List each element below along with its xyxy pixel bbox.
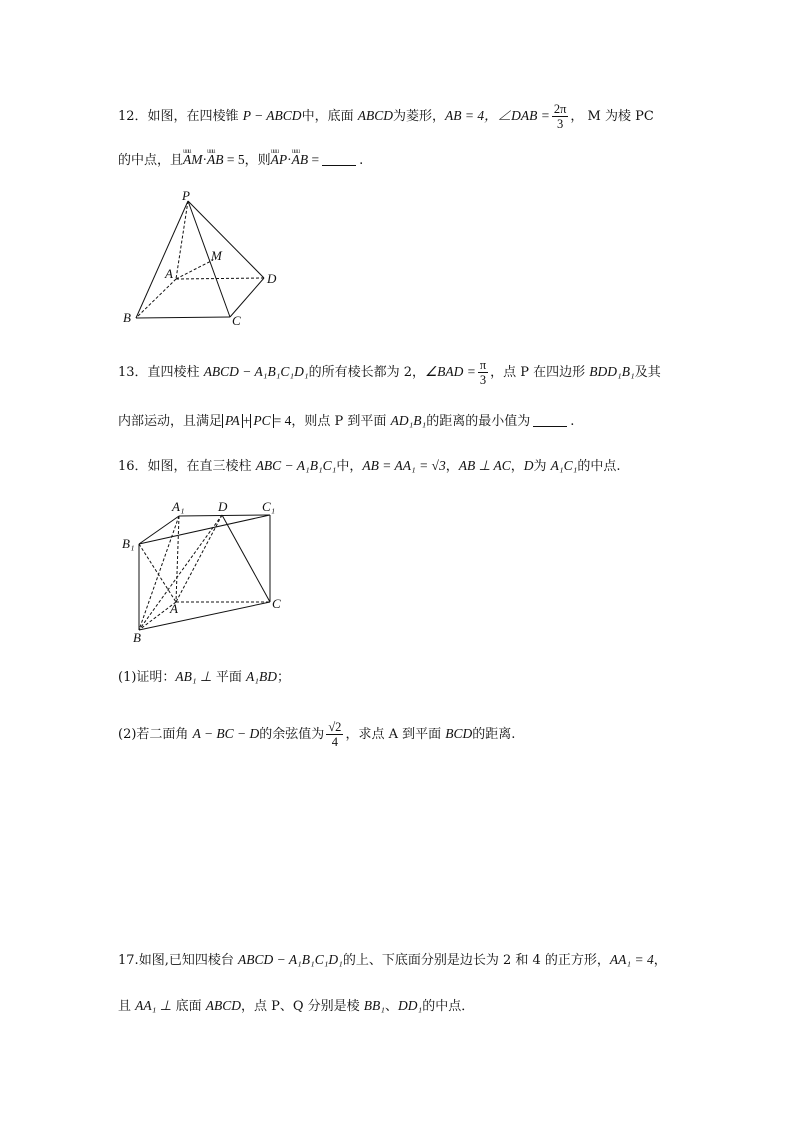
- label-d: D: [218, 499, 228, 514]
- plus-sign: +: [242, 413, 251, 428]
- edge-cd: [230, 278, 264, 317]
- q16-text: 的余弦值为: [259, 727, 325, 742]
- q17-text: ，点 P、Q 分别是棱: [240, 999, 364, 1014]
- q12-text: 为菱形，: [392, 109, 445, 124]
- q17-text: 底面: [171, 999, 206, 1014]
- q16-text: ，求点 A 到平面: [345, 727, 446, 742]
- vector-ab: uuu AB: [292, 150, 309, 170]
- q17-number: 17.: [118, 953, 139, 968]
- q16-text: 的中点.: [577, 459, 621, 474]
- q12-line1: [118, 102, 654, 131]
- fraction-numerator: √2: [328, 720, 342, 734]
- label-m: M: [211, 248, 222, 263]
- q16-part2: [118, 720, 515, 749]
- q17-base: ABCD: [205, 998, 241, 1013]
- q13-plane: AD₁B₁: [390, 413, 427, 428]
- q13-text: ，点 P 在四边形: [490, 365, 590, 380]
- q12-eq: =: [311, 152, 320, 167]
- q12-text: ， M 为棱 PC: [570, 109, 654, 124]
- label-b: B: [123, 310, 131, 325]
- label-a: A: [165, 266, 173, 281]
- q12-text: 中，底面: [301, 109, 358, 124]
- edge-pa-hidden: [176, 201, 188, 279]
- q16-cond1: AB = AA₁ = √3: [362, 458, 446, 473]
- segment-ab1-hidden: [139, 544, 176, 602]
- q13-text: 直四棱柱: [147, 365, 204, 380]
- label-p: P: [182, 188, 190, 203]
- figure-triangular-prism: [118, 496, 293, 646]
- q13-eq: = 4: [273, 413, 292, 428]
- q16-text: 平面: [211, 670, 247, 685]
- q12-ab: AB = 4: [444, 108, 485, 123]
- label-a: A: [170, 601, 178, 616]
- q16-text: 为: [533, 459, 551, 474]
- q12-end: .: [359, 153, 364, 168]
- q12-text: 的中点，且: [118, 153, 184, 168]
- q13-number: 13．: [118, 365, 148, 380]
- label-c: C: [232, 313, 241, 328]
- q12-number: 12．: [118, 109, 148, 124]
- q13-end: .: [570, 414, 575, 429]
- q12-line2: 的中点，且uuu AM·uuu AB = 5，则uuu AP·uuu AB = .: [118, 150, 363, 171]
- q13-angle-fraction: [478, 358, 488, 387]
- label-c: C: [272, 596, 281, 611]
- q17-text: 的上、下底面分别是边长为 2 和 4 的正方形，: [342, 953, 610, 968]
- q16-cos-fraction: [326, 720, 343, 749]
- q16-prism: ABC − A₁B₁C₁: [255, 458, 337, 473]
- edge-bc: [139, 602, 270, 630]
- q16-text: 中，: [336, 459, 363, 474]
- q16-text: (1)证明：: [118, 670, 176, 685]
- q13-line1: [118, 358, 661, 387]
- edge-ab-hidden: [136, 279, 176, 318]
- q16-sep: ，: [445, 459, 459, 474]
- answer-blank: [322, 152, 356, 166]
- q17-math: AA₁ ⊥: [135, 998, 172, 1013]
- abs-pc: PC: [250, 414, 273, 428]
- q13-line2: [118, 411, 574, 432]
- q12-pyramid: P − ABCD: [242, 108, 302, 123]
- figure-pyramid: [118, 188, 288, 328]
- label-b1: B₁: [122, 536, 135, 551]
- label-d: D: [267, 271, 277, 286]
- q17-text: 如图,已知四棱台: [138, 953, 238, 968]
- q12-base: ABCD: [357, 108, 393, 123]
- vector-ab: uuu AB: [207, 150, 224, 170]
- q17-sep: 、: [384, 999, 398, 1014]
- fraction-denominator: 3: [556, 117, 564, 131]
- q16-text: (2)若二面角: [118, 727, 193, 742]
- q12-angle: ，∠DAB =: [484, 108, 550, 123]
- q13-text: 及其: [634, 365, 661, 380]
- q12-text: ，则: [244, 153, 271, 168]
- q12-angle-fraction: [552, 102, 569, 131]
- edge-aa1-hidden: [176, 516, 179, 602]
- q16-part1: [118, 667, 290, 688]
- label-c1: C₁: [262, 499, 276, 514]
- q16-seg: A₁C₁: [550, 458, 578, 473]
- fraction-denominator: 3: [479, 373, 487, 387]
- q17-frustum: ABCD − A₁B₁C₁D₁: [237, 952, 343, 967]
- q16-stem: [118, 456, 620, 477]
- q16-text: ，: [510, 459, 524, 474]
- q17-dd1: DD₁: [398, 998, 423, 1013]
- q13-prism: ABCD − A₁B₁C₁D₁: [203, 364, 309, 379]
- q12-dot-value: = 5: [226, 152, 245, 167]
- fraction-denominator: 4: [331, 735, 338, 749]
- q16-math: BCD: [445, 726, 473, 741]
- q16-number: 16．: [118, 459, 148, 474]
- q13-face: BDD₁B₁: [589, 364, 635, 379]
- edge-pb: [136, 201, 188, 318]
- q13-angle: ∠BAD =: [424, 364, 476, 379]
- q16-math: AB₁ ⊥: [175, 669, 212, 684]
- edge-pc: [188, 201, 230, 317]
- edge-ad-hidden: [176, 278, 264, 279]
- vector-am: uuu AM: [183, 150, 203, 170]
- q17-text: ，: [653, 953, 667, 968]
- q16-text: 的距离.: [472, 727, 516, 742]
- answer-blank: [533, 413, 567, 427]
- q16-text: 如图，在直三棱柱: [147, 459, 256, 474]
- q12-text: 如图，在四棱锥: [147, 109, 243, 124]
- segment-ad-hidden: [176, 515, 222, 602]
- q16-math: A₁BD: [246, 669, 277, 684]
- q16-d: D: [523, 458, 534, 473]
- fraction-numerator: 2π: [553, 102, 567, 116]
- q13-text: 的距离的最小值为: [426, 414, 531, 429]
- edge-bc: [136, 317, 230, 318]
- vector-ap: uuu AP: [271, 150, 288, 170]
- q13-text: 的所有棱长都为 2，: [308, 365, 425, 380]
- abs-pa: PA: [222, 414, 243, 428]
- q13-text: ，则点 P 到平面: [291, 414, 391, 429]
- q17-text: 且: [118, 999, 136, 1014]
- q17-line2: [118, 996, 474, 1017]
- fraction-numerator: π: [479, 358, 487, 372]
- q16-math: A − BC − D: [192, 726, 260, 741]
- q16-text: ；: [276, 670, 290, 685]
- q17-bb1: BB₁: [363, 998, 385, 1013]
- label-a1: A₁: [172, 499, 185, 514]
- q17-line1: [118, 950, 667, 971]
- q17-aa1: AA₁ = 4: [609, 952, 654, 967]
- q16-cond2: AB ⊥ AC: [458, 458, 511, 473]
- segment-dc: [222, 515, 270, 602]
- segment-am-hidden: [176, 260, 213, 279]
- label-b: B: [133, 630, 141, 645]
- segment-bd-hidden: [139, 515, 222, 630]
- q17-text: 的中点．: [422, 999, 475, 1014]
- q13-text: 内部运动，且满足: [118, 414, 223, 429]
- edge-a1c1: [179, 515, 270, 516]
